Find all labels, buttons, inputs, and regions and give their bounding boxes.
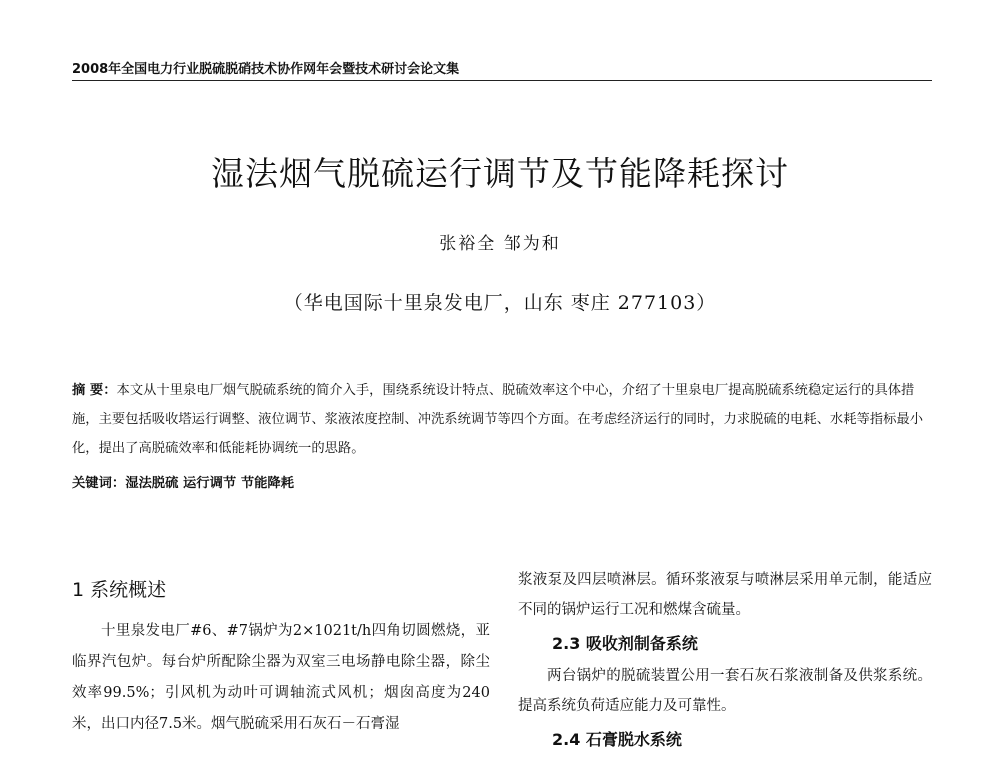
keywords-label: 关键词：	[72, 476, 126, 491]
abstract	[72, 376, 934, 463]
abstract-label: 摘 要：	[72, 383, 117, 398]
keywords	[72, 472, 934, 491]
paper-affiliation: （华电国际十里泉发电厂，山东 枣庄 277103）	[283, 292, 717, 314]
section-2-4-heading: 2.4 石膏脱水系统	[552, 730, 682, 749]
keywords-text: 湿法脱硫 运行调节 节能降耗	[125, 476, 295, 491]
proceedings-header: 2008年全国电力行业脱硫脱硝技术协作网年会暨技术研讨会论文集	[72, 62, 460, 77]
section-1-heading: 1 系统概述	[72, 579, 167, 601]
left-column	[72, 575, 490, 740]
right-column	[518, 565, 932, 757]
section-2-3-paragraph: 两台锅炉的脱硫装置公用一套石灰石浆液制备及供浆系统。提高系统负荷适应能力及可靠性。	[518, 668, 932, 714]
paper-authors: 张裕全 邹为和	[439, 234, 561, 254]
paper-title: 湿法烟气脱硫运行调节及节能降耗探讨	[211, 154, 789, 193]
section-2-3-heading: 2.3 吸收剂制备系统	[552, 634, 698, 653]
header-rule	[72, 80, 932, 81]
section-1-paragraph: 十里泉发电厂#6、#7锅炉为2×1021t/h四角切圆燃烧，亚临界汽包炉。每台炉所配除尘器为双室三电场静电除尘器，除尘效率99.5%；引风机为动叶可调轴流式风机；烟囱高度为240米，出口内径7.5米。烟气脱硫采用石灰石－石膏湿	[72, 623, 490, 732]
continuation-paragraph: 浆液泵及四层喷淋层。循环浆液泵与喷淋层采用单元制，能适应不同的锅炉运行工况和燃煤含硫量。	[518, 572, 932, 618]
abstract-text: 本文从十里泉电厂烟气脱硫系统的简介入手，围绕系统设计特点、脱硫效率这个中心，介绍了十里泉电厂提高脱硫系统稳定运行的具体措施，主要包括吸收塔运行调整、液位调节、浆液浓度控制、冲洗系统调节等四个方面。在考虑经济运行的同时，力求脱硫的电耗、水耗等指标最小化，提出了高脱硫效率和低能耗协调统一的思路。	[72, 383, 923, 456]
